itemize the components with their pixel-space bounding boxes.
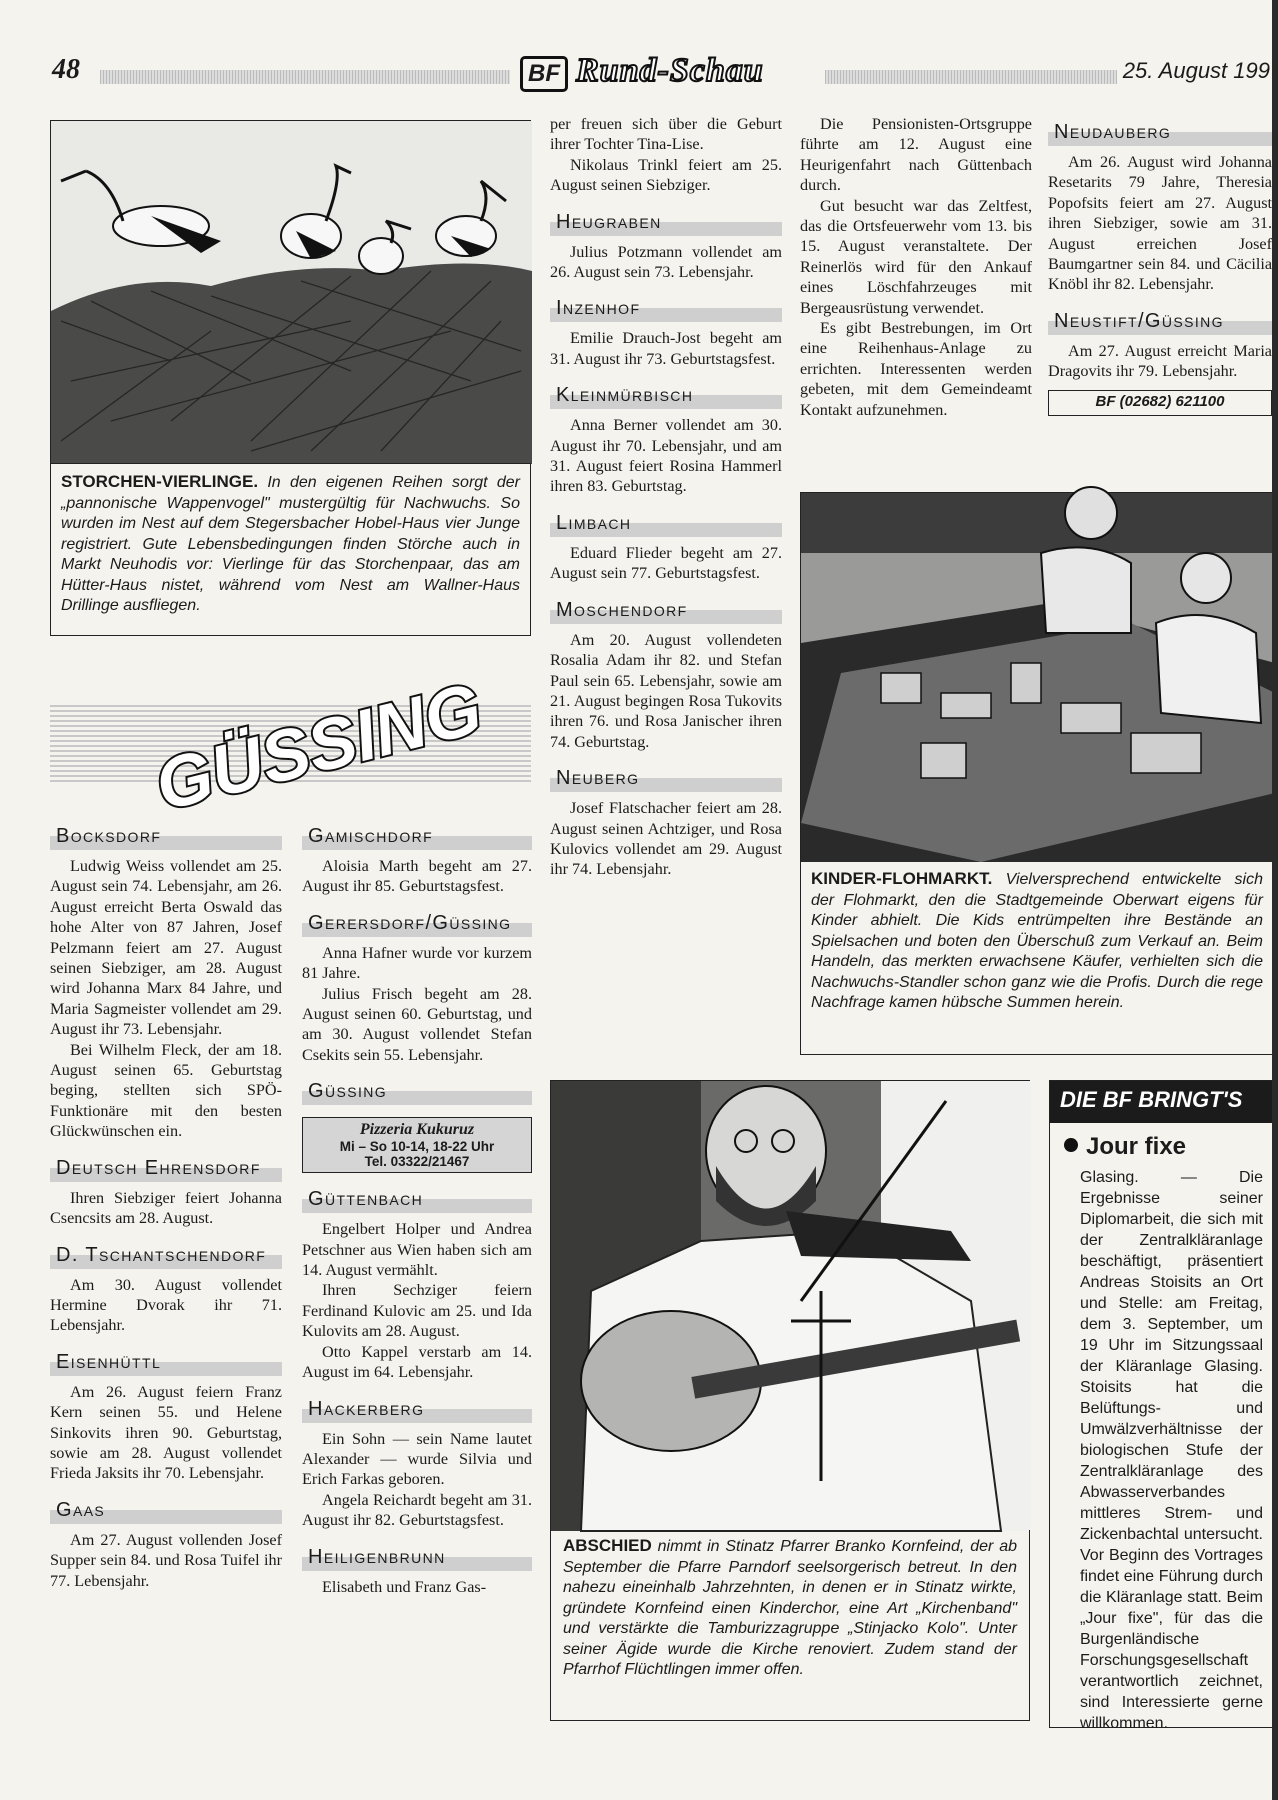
flohmarkt-image [801,493,1275,862]
heading-gaas: Gaas [56,1498,106,1521]
heading-heiligenbrunn: Heiligenbrunn [308,1545,446,1568]
stork-caption-text: In den eigenen Reihen sorgt der „pannonische Wappenvogel" mustergültig für Nachwuchs. So wurden im Nest auf dem Stegersbacher Hobel-Haus vier Junge registriert. Gute Lebensbedingungen finden Störche auch in Markt Neuhodis vor: Vierlinge für das Storchenpaar, das am Hütter-Haus nistet, während vom Nest am Wallner-Haus Drillinge ausfliegen. [61,474,521,614]
para-guettenbach-2: Ihren Sechziger feiern Ferdinand Kulovic am 25. und Ida Kulovits am 28. August. [302,1281,532,1341]
para-bocksdorf-1: Ludwig Weiss vollendet am 25. August sein 74. Lebensjahr, am 26. August erreicht Berta Oswald das hohe Alter von 87 Jahren, Josef Pelzmann feiert am 27. August seinen Siebziger, am 28. August wird Johanna Marx 84 Jahre, und Maria Sagmeister vollendet am 29. August ihr 73. Lebensjahr. [50,857,282,1039]
heading-bocksdorf: Bocksdorf [56,825,162,847]
para-neustift: Am 27. August erreicht Maria Dragovits ihr 79. Lebensjahr. [1048,341,1272,381]
bullet-icon [1064,1138,1078,1152]
para-reihenhaus: Es gibt Bestrebungen, im Ort eine Reihenhaus-Anlage zu errichten. Interessenten werden gebeten, mit dem Gemeindeamt Kontakt aufzunehmen. [800,319,1032,419]
para-gerersdorf-2: Julius Frisch begeht am 28. August seinen 60. Geburtstag, und am 30. August vollendet Stefan Csekits sein 55. Lebensjahr. [302,984,532,1064]
logo-badge: BF [520,56,568,92]
page-edge [1272,0,1278,1800]
heading-guessing: Güssing [308,1080,388,1103]
abschied-caption [563,1536,1017,1681]
flohmarkt-caption-title: KINDER-FLOHMARKT. [811,869,993,888]
para-zeltfest: Gut besucht war das Zeltfest, das die Ortsfeuerwehr vom 13. bis 15. August veranstaltete. Der Reinerlös wird für den Ankauf eines Löschfahrzeuges mit Bergeausrüstung verwendet. [800,196,1032,317]
para-kleinmuerbisch: Anna Berner vollendet am 30. August ihr 70. Lebensjahr, und am 31. August feiert Rosina Hammerl ihren 83. Geburtstag. [550,416,782,496]
header-rule-left [100,70,510,84]
sidebar-banner-text: DIE BF BRINGT'S [1060,1087,1243,1112]
para-neuberg: Josef Flatschacher feiert am 28. August seinen Achtziger, und Rosa Kulovics vollendet am 29. August ihr 74. Lebensjahr. [550,799,782,879]
heading-guettenbach: Güttenbach [308,1188,424,1211]
header-rule-right [825,70,1120,84]
abschied-image [551,1081,1031,1531]
para-hackerberg-1: Ein Sohn — sein Name lautet Alexander — wurde Silvia und Erich Farkas geboren. [302,1429,532,1489]
para-intro-1: per freuen sich über die Geburt ihrer Tochter Tina-Lise. [550,115,782,154]
stork-caption-title: STORCHEN-VIERLINGE. [61,472,259,491]
phone-number: BF (02682) 621100 [1095,392,1225,410]
heading-gamischdorf: Gamischdorf [308,825,434,847]
column-4 [800,114,1032,420]
sidebar-title: Jour fixe [1086,1133,1187,1160]
masthead-logo [520,52,810,96]
para-neudauberg: Am 26. August wird Johanna Resetarits 79 Jahre, Theresia Popofsits feiert am 27. August ihren Siebziger, sowie am 31. August erreichen Josef Baumgartner sein 84. und Cäcilia Knöbl ihr 82. Lebensjahr. [1048,153,1272,294]
para-heiligenbrunn: Elisabeth und Franz Gas- [322,1577,487,1596]
para-bocksdorf-2: Bei Wilhelm Fleck, der am 18. August seinen 65. Geburtstag beging, stellten sich SPÖ-Funktionäre mit den besten Glückwünschen ein. [50,1040,282,1141]
sidebar-text: Glasing. — Die Ergebnisse seiner Diplomarbeit, die sich mit der Zentralkläranlage beschäftigt, präsentiert Andreas Stoisits an Ort und Stelle: am Freitag, dem 3. September, um 19 Uhr im Sitzungssaal der Kläranlage Glasing. Stoisits hat die Belüftungs- und Umwälzverhältnisse der biologischen Stufe der Zentralkläranlage des Abwasserverbandes mittleres Strem- und Zickenbachtal untersucht. Vor Beginn des Vortrages findet eine Führung durch die Kläranlage statt. Beim „Jour fixe", für das die Burgenländische Forschungsgesellschaft verantwortlich zeichnet, sind Interessierte gerne willkommen. [1080,1169,1263,1732]
stork-caption [61,472,520,617]
ad-name: Pizzeria Kukuruz [359,1121,475,1139]
para-inzenhof: Emilie Drauch-Jost begeht am 31. August ihr 73. Geburtstagsfest. [550,329,782,368]
para-guettenbach-1: Engelbert Holper und Andrea Petschner aus Wien haben sich am 14. August vermählt. [302,1220,532,1280]
sidebar-title-row [1050,1123,1273,1167]
abschied-caption-box [550,1530,1030,1721]
para-hackerberg-2: Angela Reichardt begeht am 31. August ihr 82. Geburtstagsfest. [302,1490,532,1530]
section-title: GÜSSING [147,668,490,827]
flohmarkt-caption-box [800,861,1274,1055]
page-number: 48 [52,54,80,85]
flohmarkt-caption-text: Vielversprechend entwickelte sich der Flohmarkt, den die Stadtgemeinde Oberwart eigens für Kinder abhielt. Die Kids entrümpelten ihre Bestände an Spielsachen und boten den Überschuß zum Verkauf an. Beim Handeln, das merkten erwachsene Käufer, verhielten sich die Nachwuchs-Standler schon ganz wie die Profis. Durch die rege Nachfrage kamen hübsche Summen herein. [811,871,1263,1011]
column-3 [550,114,782,880]
heading-deutsch-ehrensdorf: Deutsch Ehrensdorf [56,1156,261,1179]
heading-neudauberg: Neudauberg [1054,121,1172,143]
para-pensionisten: Die Pensionisten-Ortsgruppe führte am 12. August eine Heurigenfahrt nach Güttenbach durch. [800,115,1032,195]
stork-caption-box [50,463,531,636]
heading-kleinmuerbisch: Kleinmürbisch [556,384,694,407]
column-1 [50,810,282,1591]
ad-hours: Mi – So 10-14, 18-22 Uhr [339,1139,495,1155]
para-gaas: Am 27. August vollenden Josef Supper sein 84. und Rosa Tuifel ihr 77. Lebensjahr. [50,1530,282,1590]
heading-inzenhof: Inzenhof [556,297,641,320]
heading-neustift: Neustift/Güssing [1054,309,1224,332]
para-gerersdorf-1: Anna Hafner wurde vor kurzem 81 Jahre. [302,943,532,983]
stork-photo [50,120,531,463]
logo-title: Rund-Schau [576,52,764,89]
heading-neuberg: Neuberg [556,767,640,790]
para-gamischdorf: Aloisia Marth begeht am 27. August ihr 85. Geburtstagsfest. [302,857,532,896]
heading-gerersdorf: Gerersdorf/Güssing [308,911,512,934]
heading-moschendorf: Moschendorf [556,598,688,621]
section-title-graphic [140,660,490,827]
para-eisenhuettl: Am 26. August feiern Franz Kern seinen 55. und Helene Sinkovits ihren 90. Geburtstag, sowie am 28. August vollendet Frieda Jaksits ihr 70. Lebensjahr. [50,1382,282,1483]
stork-image [51,121,532,464]
flohmarkt-photo [800,492,1274,861]
column-2 [302,810,532,1597]
para-heugraben: Julius Potzmann vollendet am 26. August sein 73. Lebensjahr. [550,242,782,282]
abschied-caption-text: nimmt in Stinatz Pfarrer Branko Kornfeind, der ab September die Pfarre Parndorf seelsorgerisch betreut. In den nahezu eineinhalb Jahrzehnten, in denen er in Stinatz wirkte, gründete Kornfeind einen Kinderchor, eine Art „Kirchenband" und verstärkte die Tamburizzagruppe „Stinjacko Kolo". Unter seiner Ägide wurde die Kirche renoviert. Zudem stand der Pfarrhof Flüchtlingen immer offen. [563,1538,1017,1678]
para-intro-2: Nikolaus Trinkl feiert am 25. August seinen Siebziger. [550,155,782,195]
abschied-caption-title: ABSCHIED [563,1536,652,1555]
heading-hackerberg: Hackerberg [308,1397,425,1420]
heading-limbach: Limbach [556,511,632,534]
sidebar-box [1049,1080,1274,1732]
para-deutsch-ehrensdorf: Ihren Siebziger feiert Johanna Csencsits am 28. August. [50,1188,282,1228]
sidebar-banner [1050,1081,1273,1123]
issue-date: 25. August 199 [1117,58,1270,84]
heading-tschantschendorf: D. Tschantschendorf [56,1243,267,1266]
para-tschantschendorf: Am 30. August vollendet Hermine Dvorak ihr 71. Lebensjahr. [50,1275,282,1335]
abschied-photo [550,1080,1030,1530]
para-moschendorf: Am 20. August vollendeten Rosalia Adam ihr 82. und Stefan Paul sein 65. Lebensjahr, sowie am 21. August begingen Rosa Tukovits ihren 76. und Rosa Janischer ihren 74. Geburtstag. [550,630,782,751]
para-guettenbach-3: Otto Kappel verstarb am 14. August im 64. Lebensjahr. [302,1342,532,1382]
ad-phone: Tel. 03322/21467 [364,1154,470,1170]
column-5 [1048,114,1272,416]
pizzeria-ad [302,1117,532,1173]
phone-box [1048,390,1272,416]
flohmarkt-caption [811,869,1263,1014]
heading-eisenhuettl: Eisenhüttl [56,1350,162,1373]
heading-heugraben: Heugraben [556,210,662,233]
para-limbach: Eduard Flieder begeht am 27. August sein 77. Geburtstagsfest. [550,543,782,583]
